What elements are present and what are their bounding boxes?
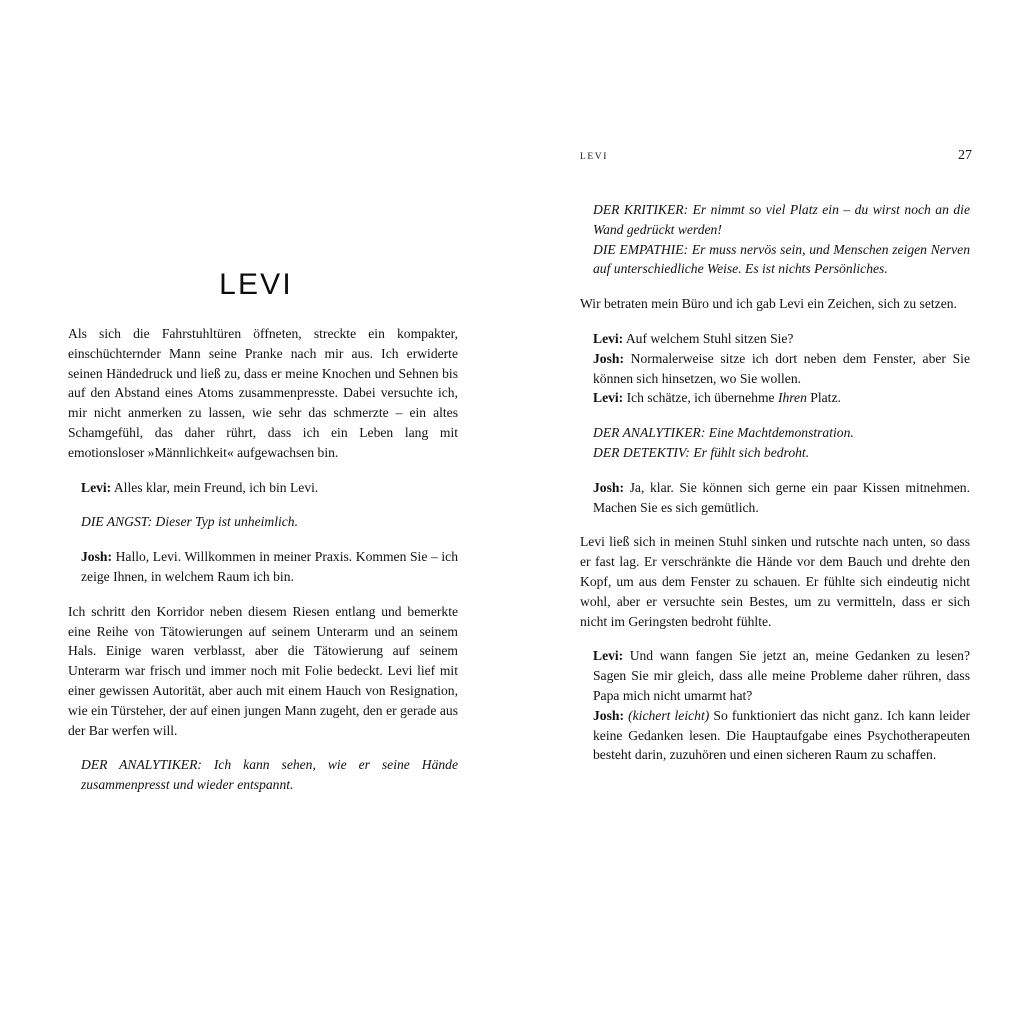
dialog-text: Und wann fangen Sie jetzt an, meine Gedanken zu lesen? Sagen Sie mir gleich, dass alle meine Probleme daher rühren, dass Papa mich nicht umarmt hat? xyxy=(593,648,970,703)
dialog-text: Auf welchem Stuhl sitzen Sie? xyxy=(623,330,794,346)
dialog-text: Hallo, Levi. Willkommen in meiner Praxis. Kommen Sie – ich zeige Ihnen, in welchem Raum ich bin. xyxy=(81,549,458,584)
paragraph: Ich schritt den Korridor neben diesem Riesen entlang und bemerkte eine Reihe von Tätowierungen auf seinem Unterarm und an seinem Hals. Einige waren verblasst, aber die Tätowierung auf seinem Unterarm war frisch und immer noch mit Folie bedeckt. Levi lief mit einer gewissen Autorität, aber auch mit einem Hauch von Resignation, wie ein Türsteher, der auf einen jungen Mann zugeht, den er gerade aus der Bar werfen will. xyxy=(68,603,458,738)
speaker-label: Josh: xyxy=(593,707,624,723)
voice-label: DER ANALYTIKER: xyxy=(81,757,202,773)
inner-voice-line xyxy=(68,512,458,532)
running-head xyxy=(580,148,972,164)
right-text-column xyxy=(580,200,970,765)
voice-label: DER ANALYTIKER: xyxy=(593,425,706,441)
left-text-column xyxy=(68,324,458,795)
voice-label: DER KRITIKER: xyxy=(593,202,689,217)
stage-direction: (kichert leicht) xyxy=(628,707,710,723)
dialog-line xyxy=(580,706,970,765)
page-title: LEVI xyxy=(219,268,293,302)
dialog-text: Alles klar, mein Freund, ich bin Levi. xyxy=(111,479,319,495)
dialog-text-tail: Platz. xyxy=(806,390,841,406)
speaker-label: Levi: xyxy=(593,330,624,346)
dialog-line xyxy=(580,349,970,389)
paragraph: Wir betraten mein Büro und ich gab Levi ein Zeichen, sich zu setzen. xyxy=(580,296,957,312)
paragraph: Als sich die Fahrstuhltüren öffneten, streckte ein kompakter, einschüchternder Mann seine Pranke nach mir aus. Ich erwiderte seinen Händedruck und ließ zu, dass er meine Knochen und Sehnen bis auf den Abstand eines Atoms zusammenpresste. Dabei versuchte ich, mir nicht anmerken zu lassen, wie sehr das schmerzte – ein altes Schamgefühl, das daher rührt, dass ich ein Leben lang mit emotionsloser »Männlichkeit« aufgewachsen bin. xyxy=(68,326,458,460)
speaker-label: Josh: xyxy=(593,479,624,495)
voice-text: Er fühlt sich bedroht. xyxy=(689,444,810,460)
inner-voice-line xyxy=(580,443,970,463)
speaker-label: Levi: xyxy=(593,390,624,406)
dialog-line xyxy=(580,329,970,349)
dialog-text: Normalerweise sitze ich dort neben dem Fenster, aber Sie können sich hinsetzen, wo Sie wollen. xyxy=(593,350,970,386)
dialog-line xyxy=(580,646,970,705)
inner-voice-line xyxy=(580,240,970,280)
voice-label: DIE EMPATHIE: xyxy=(593,241,689,257)
inner-voice-line xyxy=(580,200,970,240)
speaker-label: Levi: xyxy=(593,648,624,664)
voice-text: Ich kann sehen, wie er seine Hände zusammenpresst und wieder entspannt. xyxy=(81,757,459,793)
dialog-text: Ja, klar. Sie können sich gerne ein paar Kissen mitnehmen. Machen Sie es sich gemütlich. xyxy=(593,479,970,515)
voice-text: Er nimmt so viel Platz ein – du wirst noch an die Wand gedrückt werden! xyxy=(593,202,970,237)
dialog-line xyxy=(68,478,458,498)
page-number: 27 xyxy=(958,148,972,163)
dialog-line xyxy=(68,547,458,587)
dialog-text: Ich schätze, ich übernehme xyxy=(623,390,778,406)
voice-text: Er muss nervös sein, und Menschen zeigen Nerven auf unterschiedliche Weise. Es ist nichts Persönliches. xyxy=(593,241,970,277)
voice-text: Eine Machtdemonstration. xyxy=(705,425,854,441)
voice-label: DIE ANGST: xyxy=(81,514,153,530)
voice-text: Dieser Typ ist unheimlich. xyxy=(152,514,298,530)
inner-voice-line xyxy=(580,423,970,443)
page-right xyxy=(512,0,1024,1024)
emphasis-text: Ihren xyxy=(777,390,807,406)
speaker-label: Josh: xyxy=(81,549,112,565)
speaker-label: Levi: xyxy=(81,479,112,495)
dialog-line xyxy=(580,478,970,518)
dialog-line xyxy=(580,388,970,408)
voice-label: DER DETEKTIV: xyxy=(593,444,690,460)
inner-voice-line xyxy=(68,755,458,795)
running-head-title: LEVI xyxy=(580,152,609,162)
paragraph: Levi ließ sich in meinen Stuhl sinken und rutschte nach unten, so dass er fast lag. Er verschränkte die Hände vor dem Bauch und drehte den Kopf, um aus dem Fenster zu schauen. Er fühlte sich eindeutig nicht wohl, aber er versuchte sein Bestes, um zu vermitteln, dass er sich nicht im Geringsten bedroht fühlte. xyxy=(580,534,970,629)
speaker-label: Josh: xyxy=(593,350,624,366)
dialog-text: So funktioniert das nicht ganz. Ich kann leider keine Gedanken lesen. Die Hauptaufgabe eines Psychotherapeuten besteht darin, zuzuhören und einen sicheren Raum zu schaffen. xyxy=(593,707,971,763)
